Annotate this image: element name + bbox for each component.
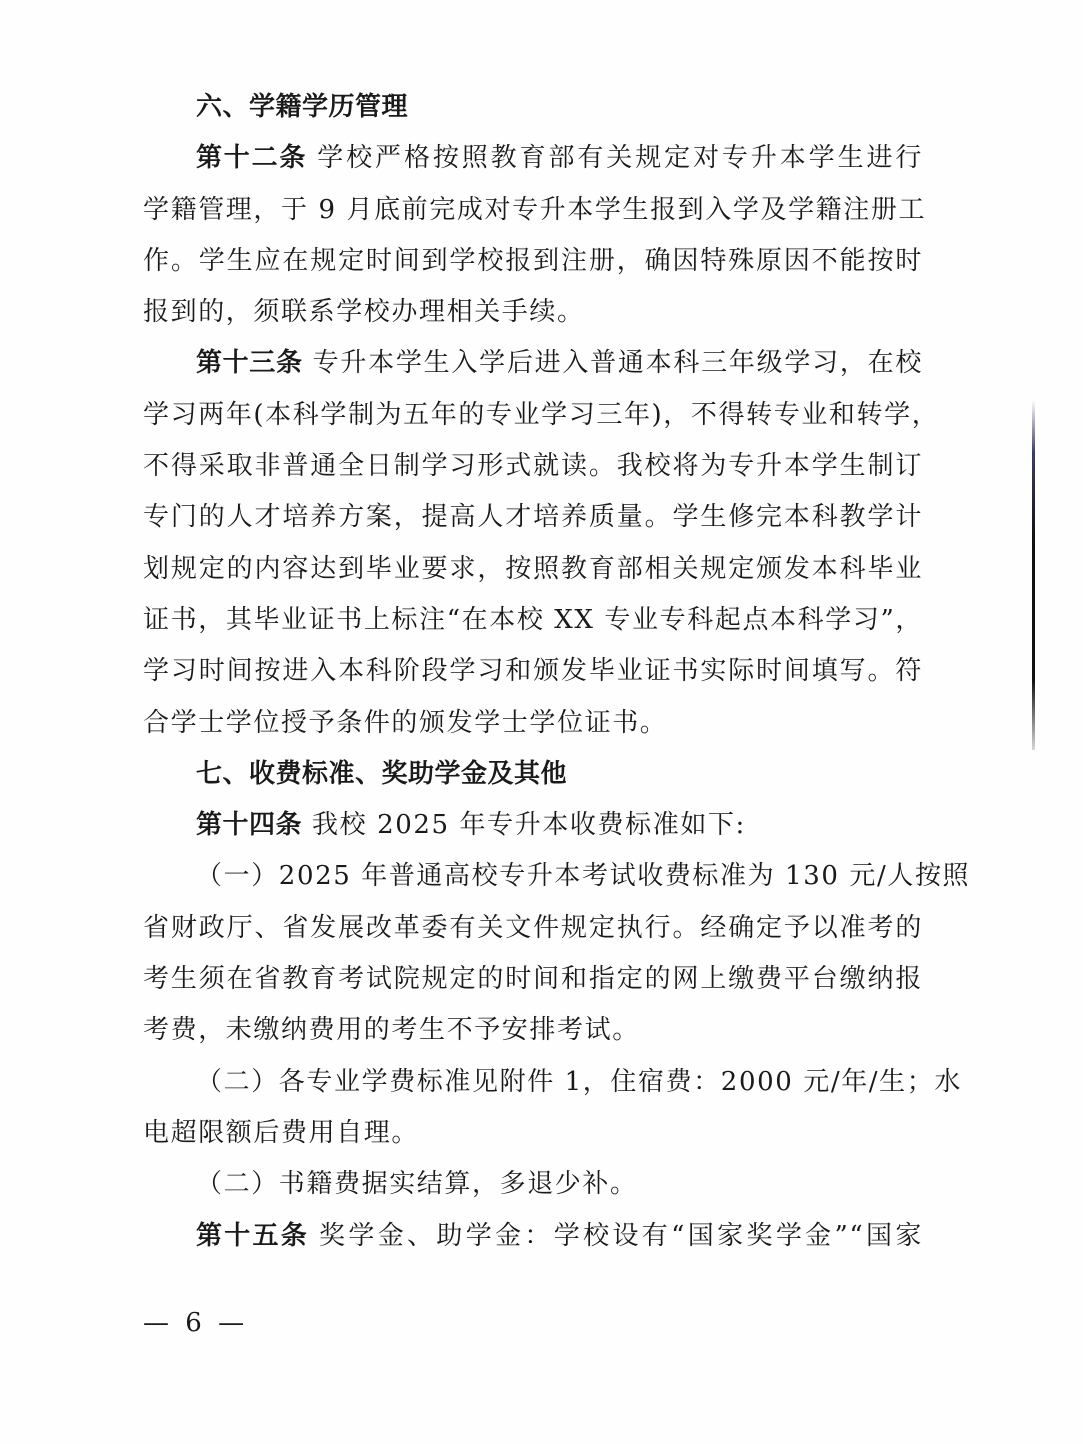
article-13-line-1 — [143, 338, 923, 389]
article-12-line-2: 学籍管理，于 9 月底前完成对专升本学生报到入学及学籍注册工 — [143, 194, 927, 225]
page-number: — 6 — — [143, 1308, 249, 1338]
article-12-line-1 — [143, 133, 923, 184]
section-heading-6: 六、学籍学历管理 — [196, 92, 409, 122]
fee-item-2-line-1: （二）各专业学费标准见附件 1，住宿费：2000 元/年/生；水 — [196, 1066, 962, 1097]
fee-item-1-line-4: 考费，未缴纳费用的考生不予安排考试。 — [143, 1015, 640, 1046]
article-15-line-1 — [143, 1211, 923, 1262]
article-13-line-7: 学习时间按进入本科阶段学习和颁发毕业证书实际时间填写。符 — [143, 656, 923, 687]
fee-item-2-line-2: 电超限额后费用自理。 — [143, 1117, 420, 1148]
document-body — [143, 82, 971, 1262]
article-14-label: 第十四条 — [196, 810, 303, 841]
fee-item-1-line-2: 省财政厅、省发展改革委有关文件规定执行。经确定予以准考的 — [143, 912, 923, 943]
fee-item-1-line-1: （一）2025 年普通高校专升本考试收费标准为 130 元/人按照 — [196, 861, 971, 892]
article-12-line-4: 报到的，须联系学校办理相关手续。 — [143, 297, 585, 328]
article-15-label: 第十五条 — [196, 1220, 309, 1251]
section-heading-7: 七、收费标准、奖助学金及其他 — [196, 758, 568, 789]
article-13-line-2: 学习两年(本科学制为五年的专业学习三年)，不得转专业和转学， — [143, 399, 940, 430]
article-12-label: 第十二条 — [196, 143, 308, 174]
article-14-text-1: 我校 2025 年专升本收费标准如下: — [312, 810, 746, 841]
scan-artifact-line — [1032, 400, 1035, 750]
article-12-line-3: 作。学生应在规定时间到学校报到注册，确因特殊原因不能按时 — [143, 245, 923, 276]
article-12-text-1: 学校严格按照教育部有关规定对专升本学生进行 — [317, 143, 923, 174]
article-13-label: 第十三条 — [196, 348, 303, 379]
article-13-line-4: 专门的人才培养方案，提高人才培养质量。学生修完本科教学计 — [143, 502, 923, 533]
article-13-line-5: 划规定的内容达到毕业要求，按照教育部相关规定颁发本科毕业 — [143, 553, 923, 584]
article-15-text-1: 奖学金、助学金：学校设有“国家奖学金”“国家 — [319, 1220, 923, 1251]
fee-item-1-line-3: 考生须在省教育考试院规定的时间和指定的网上缴费平台缴纳报 — [143, 964, 923, 995]
article-13-text-1: 专升本学生入学后进入普通本科三年级学习，在校 — [312, 348, 923, 379]
article-13-line-6: 证书，其毕业证书上标注“在本校 XX 专业专科起点本科学习”， — [143, 604, 923, 635]
fee-item-3-line-1: （二）书籍费据实结算，多退少补。 — [196, 1169, 638, 1200]
article-13-line-3: 不得采取非普通全日制学习形式就读。我校将为专升本学生制订 — [143, 451, 923, 482]
article-14-line-1 — [143, 800, 923, 851]
article-13-line-8: 合学士学位授予条件的颁发学士学位证书。 — [143, 707, 668, 738]
